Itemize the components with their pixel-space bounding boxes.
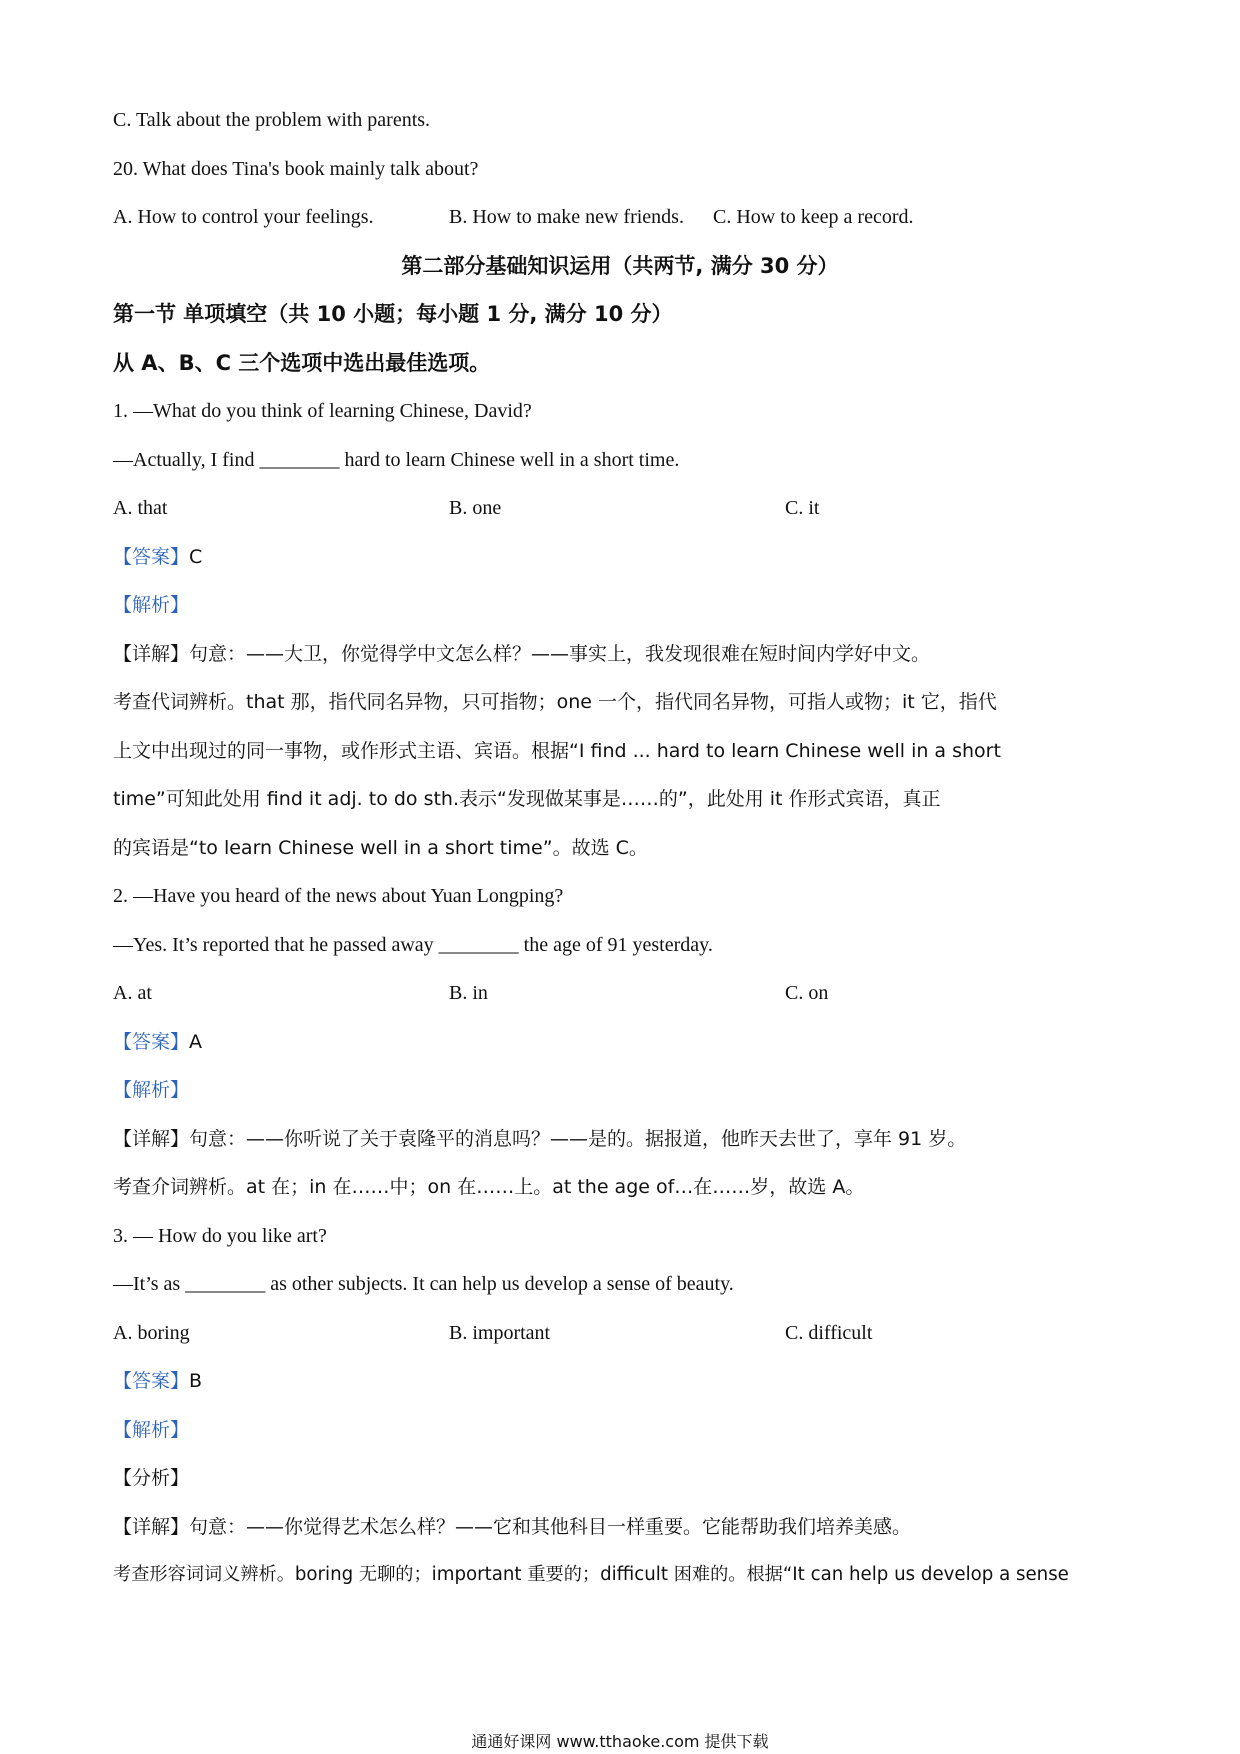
section-title: 第一节 单项填空（共 10 小题；每小题 1 分, 满分 10 分） [113,302,673,326]
q3-answer [113,1368,202,1394]
q2-stem-line2: —Yes. It’s reported that he passed away ________ the age of 91 yesterday. [113,934,713,956]
q20-option-c: C. How to keep a record. [713,206,914,228]
q1-detail-line5: 的宾语是“to learn Chinese well in a short time”。故选 C。 [113,837,648,859]
q1-option-a: A. that [113,497,168,519]
q1-analysis-tag: 【解析】 [113,594,190,616]
q2-detail-line2: 考查介词辨析。at 在；in 在……中；on 在……上。at the age of…在……岁，故选 A。 [113,1176,865,1198]
detail-text: 句意：——大卫，你觉得学中文怎么样？——事实上，我发现很难在短时间内学好中文。 [189,643,931,665]
q1-option-c: C. it [785,497,820,519]
detail-tag: 【详解】 [113,1516,190,1538]
section-instruction: 从 A、B、C 三个选项中选出最佳选项。 [113,351,491,375]
detail-text: 句意：——你觉得艺术怎么样？——它和其他科目一样重要。它能帮助我们培养美感。 [189,1516,912,1538]
answer-value: C [189,546,203,568]
q2-option-a: A. at [113,982,152,1004]
q19-option-c: C. Talk about the problem with parents. [113,109,431,131]
q2-detail-line1 [113,1126,966,1152]
q3-option-c: C. difficult [785,1322,873,1344]
q1-option-b: B. one [449,497,502,519]
q2-option-c: C. on [785,982,829,1004]
q1-detail-line3: 上文中出现过的同一事物，或作形式主语、宾语。根据“I find ... hard to learn Chinese well in a short [113,740,1001,762]
q1-detail-line2: 考查代词辨析。that 那，指代同名异物，只可指物；one 一个，指代同名异物，可指人或物；it 它，指代 [113,691,997,713]
q3-detail-line2: 考查形容词词义辨析。boring 无聊的；important 重要的；difficult 困难的。根据“It can help us develop a sense [113,1564,1069,1585]
q2-analysis-tag: 【解析】 [113,1079,190,1101]
answer-tag: 【答案】 [113,1031,190,1053]
q1-stem-line2: —Actually, I find ________ hard to learn Chinese well in a short time. [113,449,680,471]
q2-stem-line1: 2. —Have you heard of the news about Yuan Longping? [113,885,564,907]
answer-value: B [189,1370,203,1392]
q1-stem-line1: 1. —What do you think of learning Chinese, David? [113,400,532,422]
q3-option-a: A. boring [113,1322,190,1344]
q2-answer [113,1029,202,1055]
footer-watermark: 通通好课网 www.tthaoke.com 提供下载 [471,1732,769,1751]
q1-answer [113,544,202,570]
q1-detail-line4: time”可知此处用 find it adj. to do sth.表示“发现做某事是……的”，此处用 it 作形式宾语，真正 [113,788,941,810]
q20-option-a: A. How to control your feelings. [113,206,374,228]
q2-option-b: B. in [449,982,488,1004]
answer-value: A [189,1031,203,1053]
q20-stem: 20. What does Tina's book mainly talk about? [113,158,479,180]
q20-option-b: B. How to make new friends. [449,206,684,228]
q3-detail-line1 [113,1514,911,1540]
detail-tag: 【详解】 [113,1128,190,1150]
answer-tag: 【答案】 [113,546,190,568]
q3-stem-line1: 3. — How do you like art? [113,1225,327,1247]
part-title: 第二部分基础知识运用（共两节, 满分 30 分） [401,254,839,278]
q3-fenxi-tag: 【分析】 [113,1467,190,1489]
q1-detail-line1 [113,641,930,667]
answer-tag: 【答案】 [113,1370,190,1392]
detail-tag: 【详解】 [113,643,190,665]
detail-text: 句意：——你听说了关于袁隆平的消息吗？——是的。据报道，他昨天去世了，享年 91 岁。 [189,1128,967,1150]
q3-analysis-tag: 【解析】 [113,1419,190,1441]
q3-stem-line2: —It’s as ________ as other subjects. It can help us develop a sense of beauty. [113,1273,734,1295]
q3-option-b: B. important [449,1322,551,1344]
